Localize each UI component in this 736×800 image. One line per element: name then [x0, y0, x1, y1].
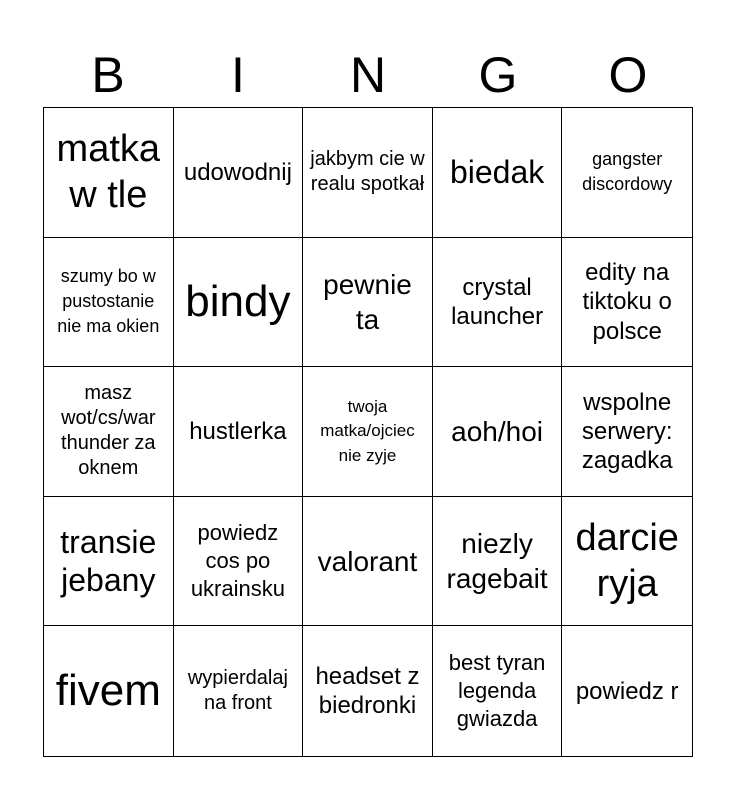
bingo-cell[interactable]: [174, 238, 304, 368]
bingo-cell[interactable]: [303, 108, 433, 238]
bingo-cell-text: valorant: [317, 545, 418, 577]
bingo-cell[interactable]: [174, 497, 304, 627]
bingo-cell[interactable]: [433, 497, 563, 627]
bingo-cell[interactable]: [303, 497, 433, 627]
bingo-cell-text: transie jebany: [60, 523, 157, 599]
header-letter-b: B: [91, 47, 125, 103]
bingo-cell-text: bindy: [185, 277, 291, 327]
bingo-cell[interactable]: [44, 626, 174, 756]
bingo-cell[interactable]: [433, 367, 563, 497]
bingo-cell[interactable]: [562, 108, 692, 238]
bingo-cell-text: udowodnij: [183, 158, 292, 186]
bingo-card-grid: [43, 107, 693, 757]
bingo-cell-text: masz wot/cs/war thunder za oknem: [61, 382, 156, 480]
header-letter-g: G: [478, 47, 518, 103]
bingo-cell[interactable]: [174, 108, 304, 238]
bingo-cell-text: twoja matka/ojciec nie zyje: [320, 396, 415, 465]
bingo-cell-text: headset z biedronki: [315, 662, 420, 720]
bingo-cell[interactable]: [562, 626, 692, 756]
bingo-cell-text: niezly ragebait: [446, 528, 548, 595]
bingo-cell-text: matka w tle: [56, 127, 161, 217]
bingo-cell[interactable]: [44, 238, 174, 368]
bingo-cell[interactable]: [562, 367, 692, 497]
header-letter-o: O: [608, 47, 648, 103]
bingo-cell-text: wypierdalaj na front: [187, 667, 288, 715]
bingo-cell-text: szumy bo w pustostanie nie ma okien: [57, 266, 160, 337]
bingo-cell-text: biedak: [449, 154, 545, 191]
bingo-cell[interactable]: [44, 497, 174, 627]
bingo-cell[interactable]: [174, 367, 304, 497]
bingo-cell-text: best tyran legenda gwiazda: [448, 649, 546, 732]
bingo-cell-text: gangster discordowy: [582, 149, 673, 195]
bingo-cell[interactable]: [303, 367, 433, 497]
bingo-cell[interactable]: [433, 626, 563, 756]
bingo-cell-text: aoh/hoi: [451, 415, 544, 447]
bingo-cell[interactable]: [44, 367, 174, 497]
bingo-cell-text: fivem: [55, 666, 161, 716]
bingo-cell[interactable]: [433, 238, 563, 368]
bingo-cell-text: powiedz r: [575, 677, 679, 705]
bingo-cell[interactable]: [174, 626, 304, 756]
bingo-cell-text: pewnie ta: [323, 268, 412, 335]
bingo-cell[interactable]: [303, 626, 433, 756]
bingo-cell[interactable]: [562, 497, 692, 627]
bingo-cell-text: crystal launcher: [451, 273, 544, 330]
bingo-cell[interactable]: [562, 238, 692, 368]
bingo-cell-text: darcie ryja: [575, 516, 679, 606]
bingo-cell-text: jakbym cie w realu spotkał: [310, 148, 425, 196]
bingo-cell-text: wspolne serwery: zagadka: [581, 388, 673, 475]
bingo-cell[interactable]: [303, 238, 433, 368]
header-letter-i: I: [231, 47, 245, 103]
bingo-header: [43, 42, 693, 108]
bingo-cell-text: hustlerka: [189, 417, 287, 445]
header-letter-n: N: [349, 47, 387, 103]
bingo-cell[interactable]: [433, 108, 563, 238]
bingo-cell-text: powiedz cos po ukrainsku: [190, 519, 285, 602]
bingo-cell-text: edity na tiktoku o polsce: [582, 258, 672, 345]
bingo-cell[interactable]: [44, 108, 174, 238]
